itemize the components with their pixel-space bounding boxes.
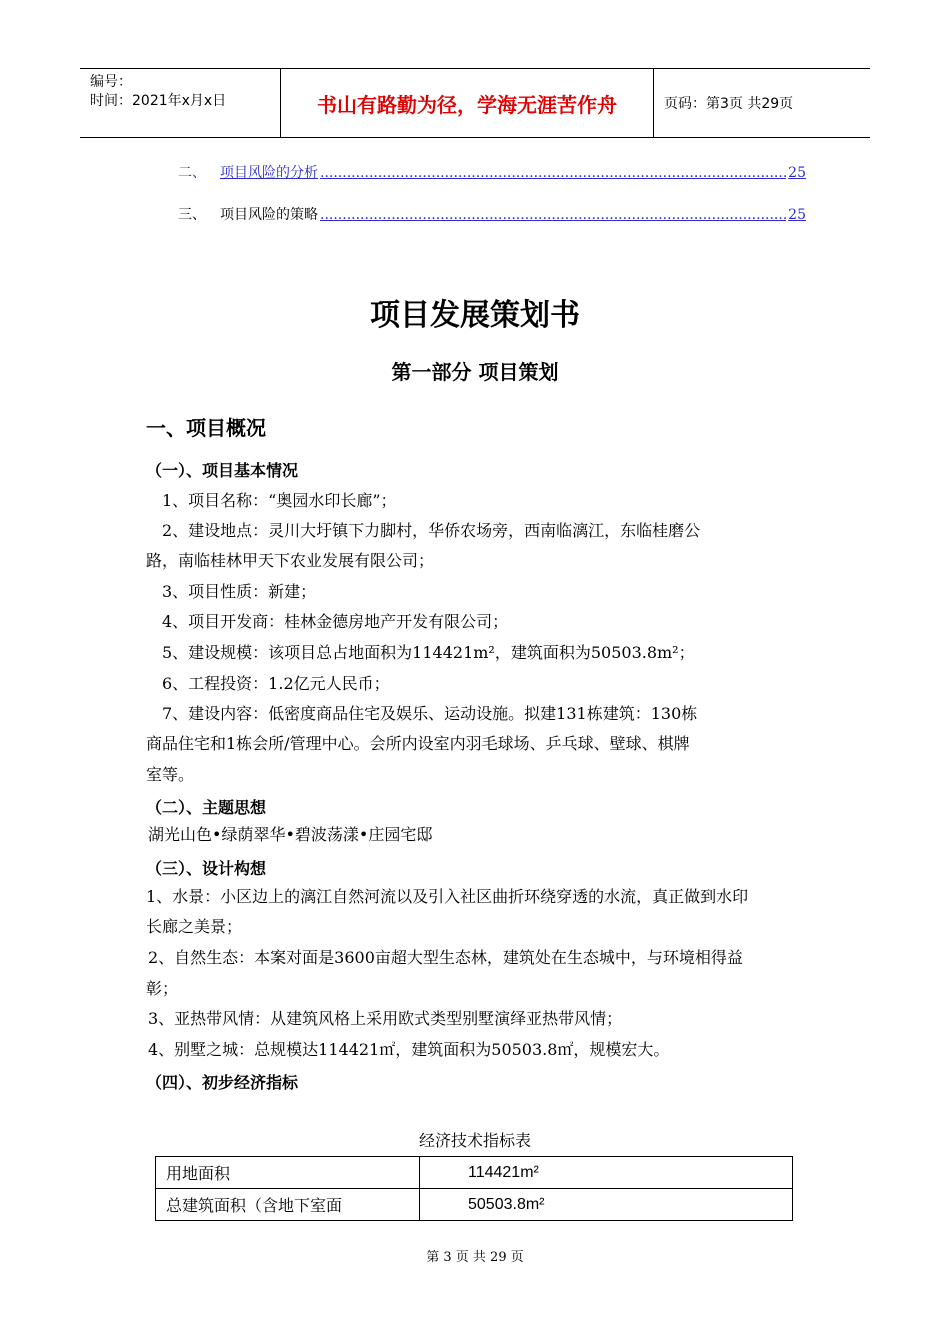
design-item: 3、亚热带风情：从建筑风格上采用欧式类型别墅演绎亚热带风情；	[148, 1009, 623, 1028]
basic-item: 1、项目名称：“奥园水印长廊”；	[162, 491, 397, 510]
toc-leader-dots	[320, 207, 786, 223]
table-caption: 经济技术指标表	[418, 1131, 531, 1150]
header-meta	[80, 69, 281, 137]
toc-entry-title[interactable]: 项目风险的分析	[220, 165, 318, 181]
basic-item: 5、建设规模：该项目总占地面积为114421m²，建筑面积为50503.8m²；	[162, 643, 695, 662]
design-item: 1、水景：小区边上的漓江自然河流以及引入社区曲折环绕穿透的水流，真正做到水印	[146, 887, 749, 906]
table-cell-value: 114421m²	[420, 1157, 793, 1189]
design-item: 4、别墅之城：总规模达114421㎡，建筑面积为50503.8㎡，规模宏大。	[148, 1040, 670, 1059]
basic-item: 2、建设地点：灵川大圩镇下力脚村，华侨农场旁，西南临漓江，东临桂磨公	[162, 521, 701, 540]
basic-item: 路，南临桂林甲天下农业发展有限公司；	[146, 551, 435, 570]
table-row	[156, 1157, 793, 1189]
toc-entry-risk-strategy[interactable]	[178, 204, 806, 224]
table-cell-label: 总建筑面积（含地下室面	[156, 1189, 420, 1221]
page-footer: 第 3 页 共 29 页	[426, 1250, 524, 1265]
subsection-heading-economics: （四）、初步经济指标	[146, 1073, 299, 1092]
basic-item: 7、建设内容：低密度商品住宅及娱乐、运动设施。拟建131栋建筑：130栋	[162, 704, 698, 723]
toc-entry-page[interactable]: 25	[788, 165, 806, 181]
table-row	[156, 1189, 793, 1221]
toc-entry-number: 三、	[178, 207, 206, 223]
part-title: 第一部分 项目策划	[391, 360, 559, 384]
basic-item: 3、项目性质：新建；	[162, 582, 317, 601]
date-line: 时间：2021年x月x日	[90, 93, 227, 109]
basic-item: 4、项目开发商：桂林金德房地产开发有限公司；	[162, 612, 509, 631]
basic-item: 室等。	[146, 765, 195, 784]
design-item: 彰；	[146, 979, 179, 998]
subsection-heading-theme: （二）、主题思想	[146, 798, 267, 817]
document-title: 项目发展策划书	[370, 298, 580, 333]
toc-leader-dots	[320, 165, 786, 181]
section-heading: 一、项目概况	[146, 416, 266, 440]
header-motto: 书山有路勤为径，学海无涯苦作舟	[281, 69, 654, 137]
serial-label: 编号：	[90, 74, 132, 90]
basic-item: 商品住宅和1栋会所/管理中心。会所内设室内羽毛球场、乒乓球、壁球、棋牌	[146, 734, 690, 753]
design-item: 长廊之美景；	[146, 917, 243, 936]
header-page-info: 页码：第3页 共29页	[664, 96, 794, 112]
design-item: 2、自然生态：本案对面是3600亩超大型生态林，建筑处在生态城中，与环境相得益	[148, 948, 743, 967]
toc-entry-page[interactable]: 25	[788, 207, 806, 223]
basic-item: 6、工程投资：1.2亿元人民币；	[162, 674, 390, 693]
toc-entry-risk-analysis[interactable]	[178, 162, 806, 182]
table-cell-value: 50503.8m²	[420, 1189, 793, 1221]
toc-entry-title[interactable]: 项目风险的策略	[220, 207, 318, 223]
theme-text: 湖光山色•绿荫翠华•碧波荡漾•庄园宅邸	[148, 825, 433, 844]
subsection-heading-basic: （一）、项目基本情况	[146, 461, 299, 480]
page-header	[80, 68, 870, 138]
economic-indicators-table	[155, 1156, 793, 1221]
subsection-heading-design: （三）、设计构想	[146, 859, 267, 878]
table-cell-label: 用地面积	[156, 1157, 420, 1189]
toc-entry-number: 二、	[178, 165, 206, 181]
